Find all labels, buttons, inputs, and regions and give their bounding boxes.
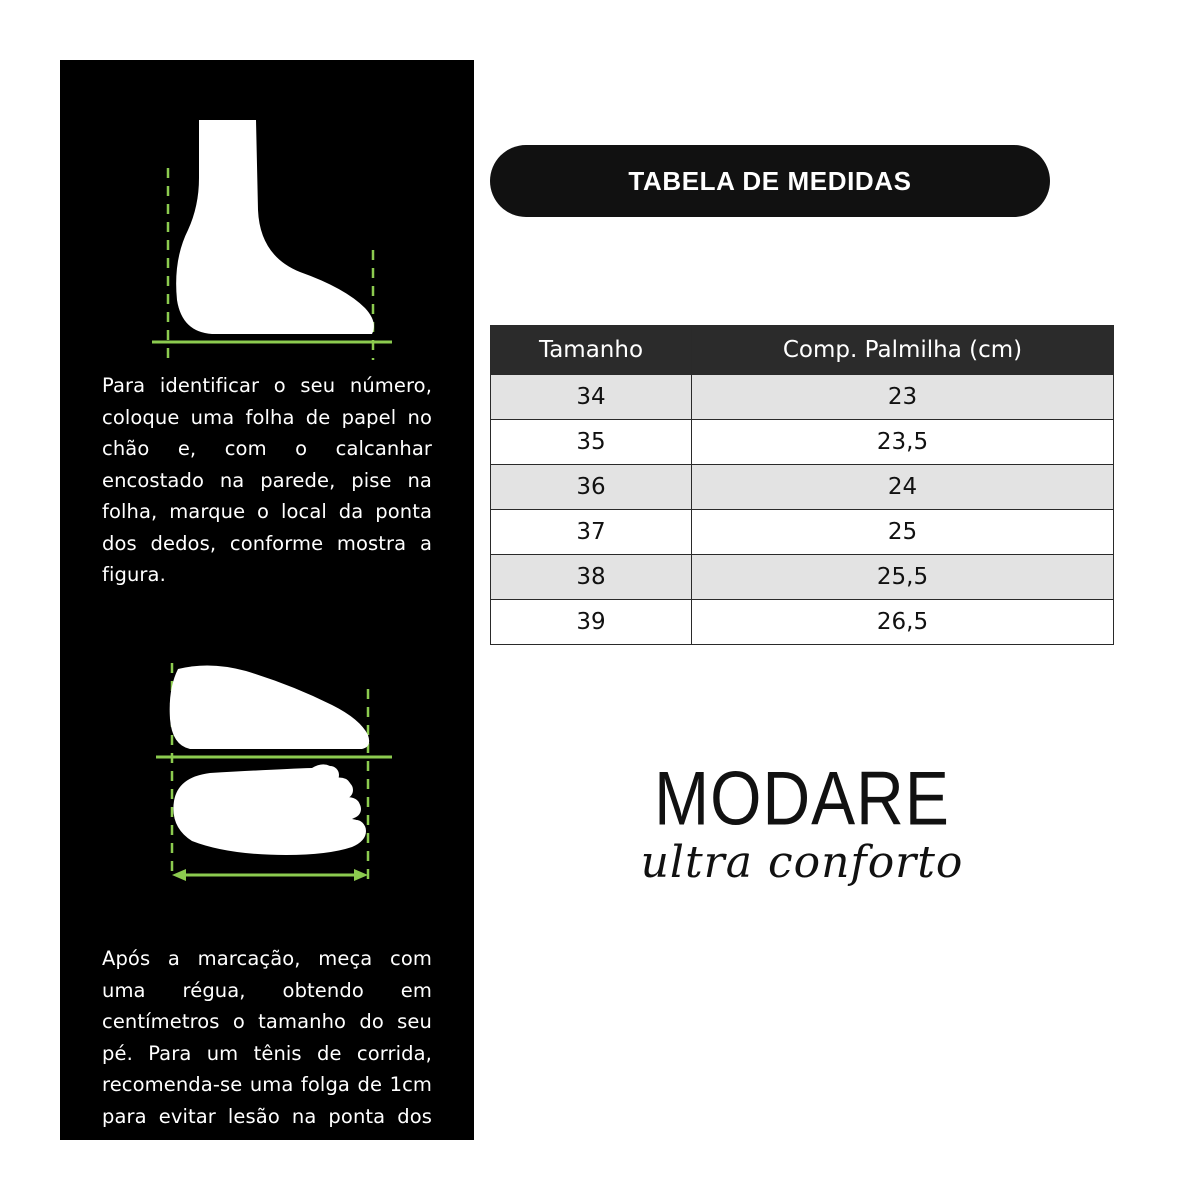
brand-tagline: ultra conforto (640, 837, 964, 888)
cell-size: 34 (491, 375, 692, 420)
cell-insole: 25,5 (692, 555, 1114, 600)
column-header-insole-length: Comp. Palmilha (cm) (692, 326, 1114, 375)
instructions-panel (60, 60, 474, 1160)
foot-top-view-diagram (60, 649, 474, 909)
brand-logo (490, 755, 1114, 888)
table-row (491, 465, 1114, 510)
foot-side-view-diagram (60, 60, 474, 370)
table-row (491, 600, 1114, 645)
table-row (491, 375, 1114, 420)
cell-size: 38 (491, 555, 692, 600)
measurements-panel (490, 60, 1140, 1140)
page-title: TABELA DE MEDIDAS (490, 145, 1050, 217)
instruction-text-2: Após a marcação, meça com uma régua, obtendo em centímetros o tamanho do seu pé. Para um tênis de corrida, recomenda-se uma folga de 1cm para evitar lesão na ponta dos dedos. (102, 947, 432, 1160)
brand-name: MODARE (654, 755, 950, 841)
cell-size: 37 (491, 510, 692, 555)
cell-insole: 24 (692, 465, 1114, 510)
instruction-text-1: Para identificar o seu número, coloque uma folha de papel no chão e, com o calcanhar encostado na parede, pise na folha, marque o local da ponta dos dedos, conforme mostra a figura. (102, 374, 432, 587)
table-row (491, 420, 1114, 465)
cell-insole: 23 (692, 375, 1114, 420)
cell-insole: 25 (692, 510, 1114, 555)
size-chart-table (490, 325, 1114, 645)
table-header-row (491, 326, 1114, 375)
table-row (491, 555, 1114, 600)
column-header-size: Tamanho (491, 326, 692, 375)
cell-insole: 23,5 (692, 420, 1114, 465)
cell-insole: 26,5 (692, 600, 1114, 645)
table-row (491, 510, 1114, 555)
cell-size: 36 (491, 465, 692, 510)
cell-size: 35 (491, 420, 692, 465)
cell-size: 39 (491, 600, 692, 645)
